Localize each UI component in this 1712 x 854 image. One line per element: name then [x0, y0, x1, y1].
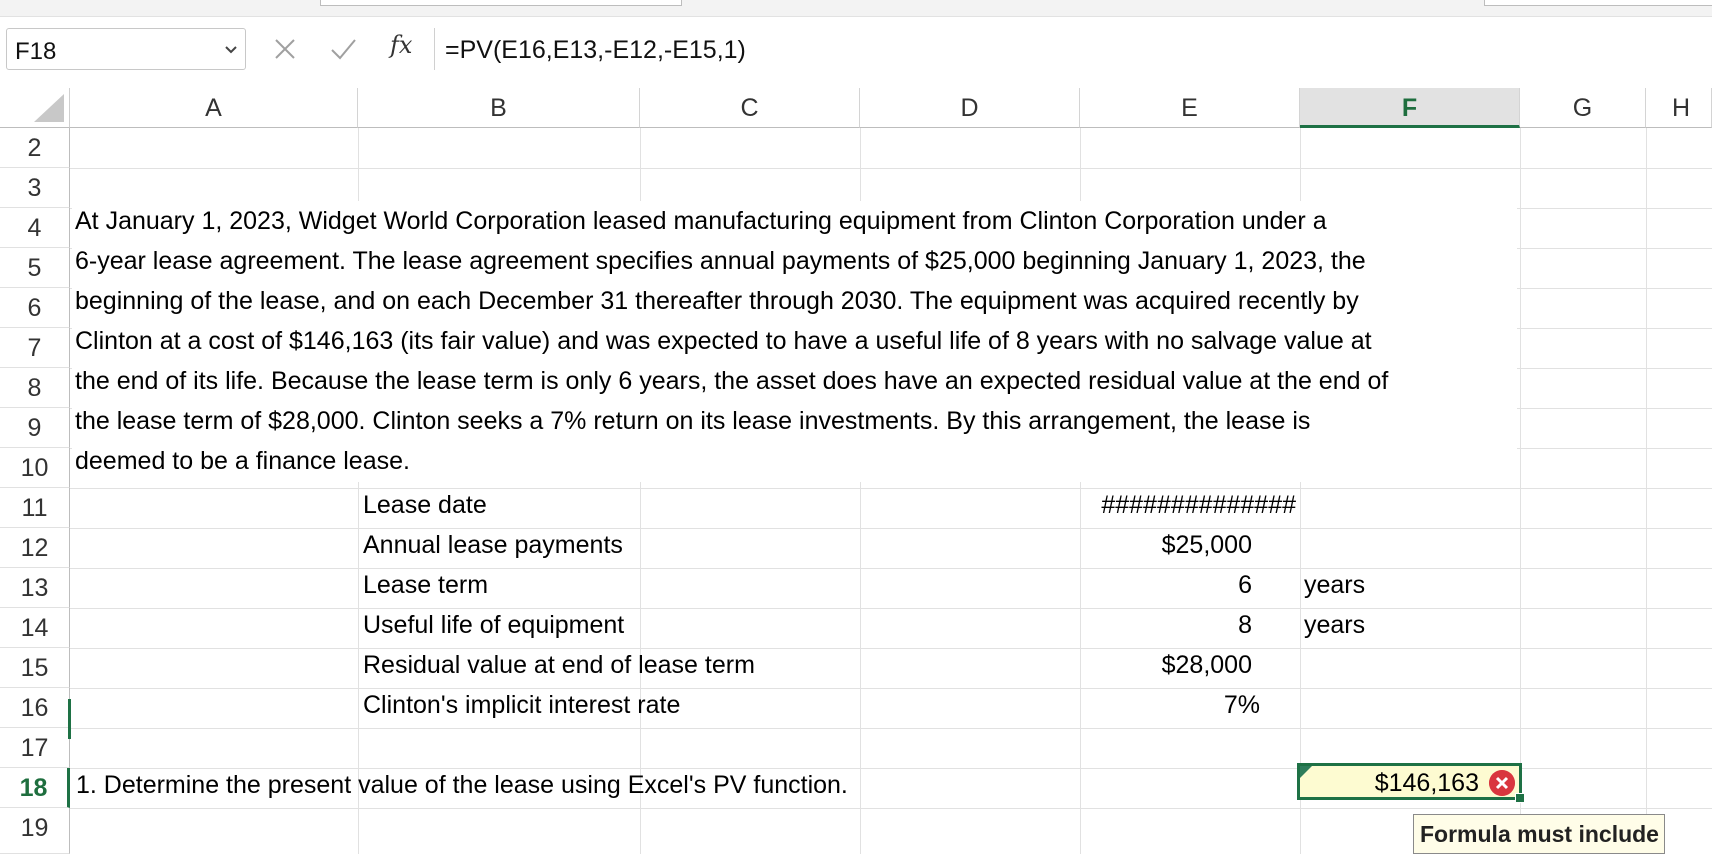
column-header-h[interactable]: H	[1646, 88, 1712, 128]
row-header-14[interactable]: 14	[0, 608, 70, 648]
row-header-4[interactable]: 4	[0, 208, 70, 248]
question-text[interactable]: 1. Determine the present value of the lease using Excel's PV function.	[76, 771, 848, 799]
ribbon-tab-outline	[320, 0, 682, 6]
input-label-lease-term[interactable]: Lease term	[363, 571, 489, 599]
row-header-17[interactable]: 17	[0, 728, 70, 768]
gridline	[70, 528, 1712, 529]
input-value-interest-rate[interactable]: 7%	[1223, 691, 1260, 719]
row-header-5[interactable]: 5	[0, 248, 70, 288]
problem-text-cell[interactable]	[72, 201, 1517, 482]
input-label-lease-date[interactable]: Lease date	[363, 491, 487, 519]
column-header-c[interactable]: C	[640, 88, 860, 128]
problem-text-line: 6-year lease agreement. The lease agreement specifies annual payments of $25,000 beginning January 1, 2023, the	[75, 247, 1366, 275]
cancel-icon[interactable]	[270, 34, 300, 64]
gridline	[70, 808, 1712, 809]
row-header-18[interactable]: 18	[0, 768, 70, 808]
tooltip-text: Formula must include	[1420, 821, 1659, 847]
row-header-12[interactable]: 12	[0, 528, 70, 568]
row-selection-indicator	[68, 699, 71, 739]
problem-text-line: Clinton at a cost of $146,163 (its fair value) and was expected to have a useful life of 8 years with no salvage value at	[75, 327, 1372, 355]
input-unit-lease-term[interactable]: years	[1304, 571, 1366, 599]
row-header-15[interactable]: 15	[0, 648, 70, 688]
confirm-icon[interactable]	[328, 34, 358, 64]
row-header-13[interactable]: 13	[0, 568, 70, 608]
formula-bar	[0, 24, 1712, 76]
row-header-6[interactable]: 6	[0, 288, 70, 328]
fill-handle[interactable]	[1515, 793, 1525, 803]
input-label-interest-rate[interactable]: Clinton's implicit interest rate	[363, 691, 681, 719]
gridline	[70, 688, 1712, 689]
gridline	[70, 568, 1712, 569]
row-header-10[interactable]: 10	[0, 448, 70, 488]
row-header-8[interactable]: 8	[0, 368, 70, 408]
formula-input[interactable]	[434, 28, 1712, 70]
column-header-d[interactable]: D	[860, 88, 1080, 128]
problem-text-line: the end of its life. Because the lease term is only 6 years, the asset does have an expected residual value at the end of	[75, 367, 1389, 395]
input-label-annual-payments[interactable]: Annual lease payments	[363, 531, 623, 559]
formula-text: =PV(E16,E13,-E12,-E15,1)	[445, 36, 746, 64]
input-label-useful-life[interactable]: Useful life of equipment	[363, 611, 625, 639]
row-header-3[interactable]: 3	[0, 168, 70, 208]
select-all-corner[interactable]	[0, 88, 70, 128]
gridline	[70, 608, 1712, 609]
input-value-residual-value[interactable]: $28,000	[1161, 651, 1252, 679]
row-header-2[interactable]: 2	[0, 128, 70, 168]
error-icon[interactable]	[1489, 770, 1515, 796]
row-header-7[interactable]: 7	[0, 328, 70, 368]
column-header-f[interactable]: F	[1300, 88, 1520, 128]
chevron-down-icon[interactable]	[223, 41, 239, 57]
answer-cell-f18[interactable]	[1297, 763, 1522, 800]
insert-function-button[interactable]: fx	[390, 31, 413, 59]
answer-value: $146,163	[1374, 769, 1479, 797]
gridline	[1520, 128, 1521, 854]
gridline	[70, 728, 1712, 729]
column-header-a[interactable]: A	[70, 88, 358, 128]
ribbon-strip	[0, 0, 1712, 17]
row-header-9[interactable]: 9	[0, 408, 70, 448]
row-header-16[interactable]: 16	[0, 688, 70, 728]
problem-text-line: beginning of the lease, and on each December 31 thereafter through 2030. The equipment was acquired recently by	[75, 287, 1359, 315]
input-label-residual-value[interactable]: Residual value at end of lease term	[363, 651, 755, 679]
problem-text-line: the lease term of $28,000. Clinton seeks a 7% return on its lease investments. By this arrangement, the lease is	[75, 407, 1311, 435]
name-box[interactable]	[6, 28, 246, 70]
column-header-e[interactable]: E	[1080, 88, 1300, 128]
gridline	[70, 168, 1712, 169]
gridline	[70, 488, 1712, 489]
spreadsheet-grid[interactable]	[0, 88, 1712, 854]
gridline	[1646, 128, 1647, 854]
gridline	[70, 648, 1712, 649]
input-value-lease-date[interactable]: ##############	[1101, 491, 1296, 519]
problem-text-line: deemed to be a finance lease.	[75, 447, 410, 475]
name-box-ref: F18	[15, 38, 57, 65]
cell-error-indicator	[1300, 766, 1312, 778]
input-value-useful-life[interactable]: 8	[1238, 611, 1252, 639]
input-value-annual-payments[interactable]: $25,000	[1161, 531, 1252, 559]
validation-tooltip	[1413, 814, 1665, 854]
ribbon-tab-outline-right	[1484, 0, 1712, 6]
column-header-b[interactable]: B	[358, 88, 640, 128]
input-value-lease-term[interactable]: 6	[1238, 571, 1252, 599]
problem-text-line: At January 1, 2023, Widget World Corporation leased manufacturing equipment from Clinton Corporation under a	[75, 207, 1327, 235]
row-header-19[interactable]: 19	[0, 808, 70, 854]
row-header-11[interactable]: 11	[0, 488, 70, 528]
input-unit-useful-life[interactable]: years	[1304, 611, 1366, 639]
column-header-g[interactable]: G	[1520, 88, 1646, 128]
